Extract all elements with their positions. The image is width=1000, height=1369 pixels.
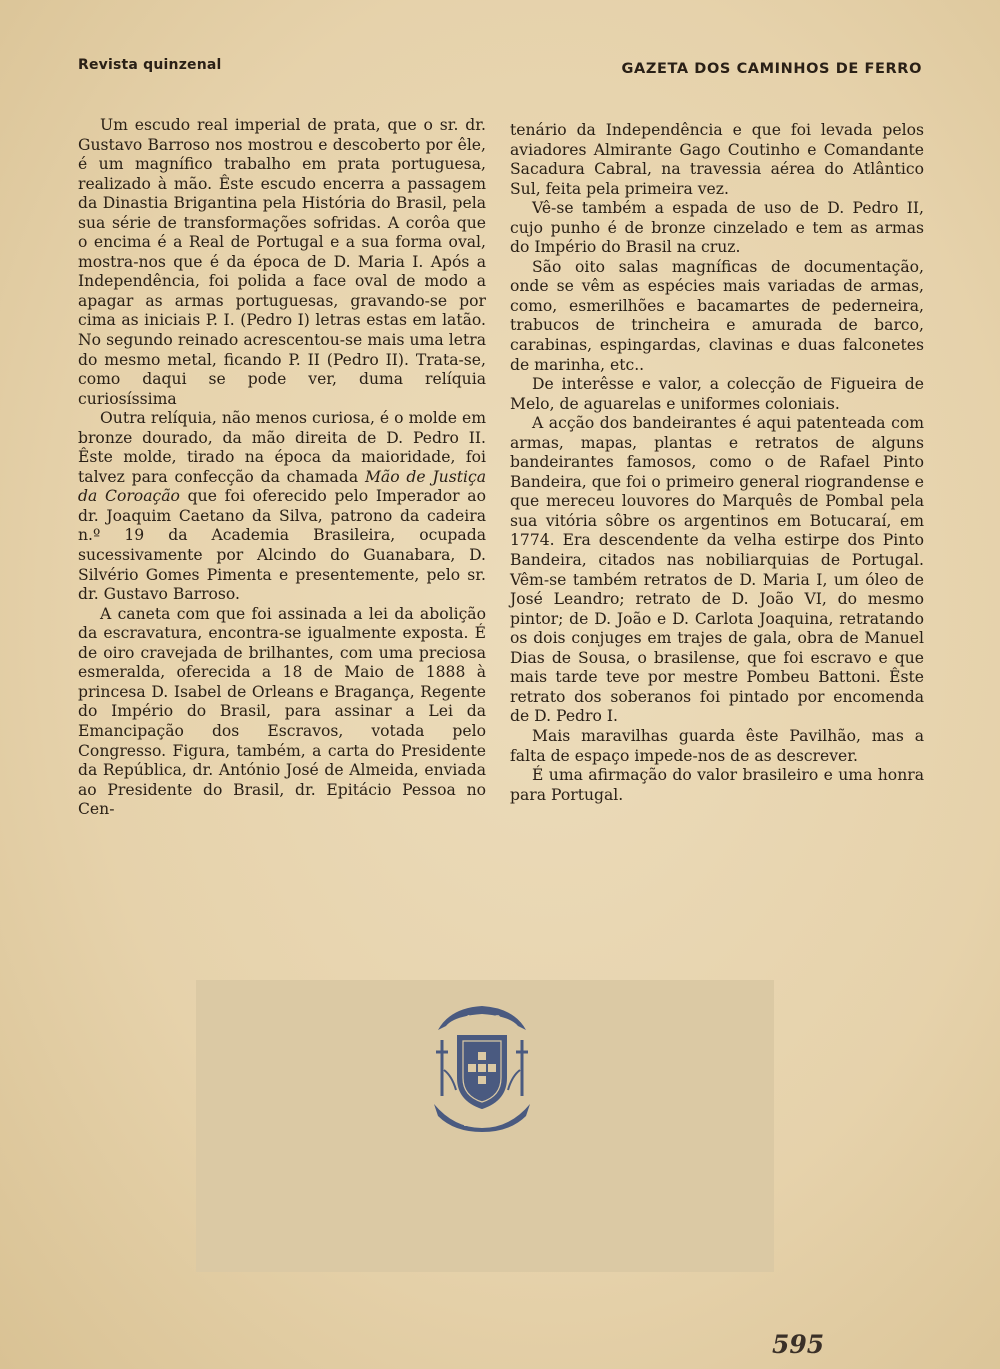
paragraph: É uma afirmação do valor brasileiro e uma honra para Portugal. bbox=[510, 766, 924, 804]
italic-title: Mão de Justiça da Coroação bbox=[78, 467, 487, 506]
paragraph: Um escudo real imperial de prata, que o sr. dr. Gustavo Barroso nos mostrou e descoberto por êle, é um magnífico trabalho em prata portuguesa, realizado à mão. Êste escudo encerra a passagem da Dinastia Brigantina pela História do Brasil, pela sua série de transformações sofridas. A corôa que o encima é a Real de Portugal e a sua forma oval, mostra-nos que é da época de D. Maria I. Após a Independência, foi polida a face oval de modo a apagar as armas portuguesas, gravando-se por cima as iniciais P. I. (Pedro I) letras estas em latão. No segundo reinado acrescentou-se mais uma letra do mesmo metal, ficando P. II (Pedro II). Trata-se, como daqui se pode ver, duma relíquia curiosíssima bbox=[78, 116, 486, 408]
paragraph: tenário da Independência e que foi levada pelos aviadores Almirante Gago Coutinho e Comandante Sacadura Cabral, na travessia aérea do Atlântico Sul, feita pela primeira vez. bbox=[510, 121, 924, 198]
text-column-left bbox=[78, 116, 486, 820]
paragraph: Mais maravilhas guarda êste Pavilhão, mas a falta de espaço impede-nos de as descrever. bbox=[510, 726, 924, 765]
page-number: 595 bbox=[772, 1330, 825, 1359]
text-column-right bbox=[510, 121, 924, 805]
emblem-year-bottom: 1940 bbox=[462, 1112, 502, 1130]
paragraph bbox=[78, 409, 486, 604]
paragraph: São oito salas magníficas de documentação, onde se vêm as espécies mais variadas de armas, como, esmerilhões e bacamartes de pederneira, trabucos de trincheira e amurada de barco, carabinas, espingardas, clavinas e duas falconetes de marinha, etc.. bbox=[510, 257, 924, 374]
paragraph: A caneta com que foi assinada a lei da abolição da escravatura, encontra-se igualmente exposta. É de oiro cravejada de brilhantes, com uma preciosa esmeralda, oferecida a 18 de Maio de 1888 à princesa D. Isabel de Orleans e Bragança, Regente do Império do Brasil, para assinar a Lei da Emancipação dos Escravos, votada pelo Congresso. Figura, também, a carta do Presidente da República, dr. António José de Almeida, enviada ao Presidente do Brasil, dr. Epitácio Pessoa no Cen- bbox=[78, 604, 486, 819]
paragraph-text: que foi oferecido pelo Imperador ao dr. Joaquim Caetano da Silva, patrono da cadeira n.º 19 da Academia Brasileira, ocupada sucessivamente por Alcindo do Guanabara, D. Silvério Gomes Pimenta e presentemente, pelo sr. dr. Gustavo Barroso. bbox=[78, 487, 486, 604]
centenary-emblem bbox=[430, 1000, 535, 1135]
paragraph: Vê-se também a espada de uso de D. Pedro II, cujo punho é de bronze cinzelado e tem as armas do Império do Brasil na cruz. bbox=[510, 199, 924, 257]
paragraph: De interêsse e valor, a colecção de Figueira de Melo, de aguarelas e uniformes coloniais. bbox=[510, 375, 924, 413]
running-header-right: GAZETA DOS CAMINHOS DE FERRO bbox=[621, 61, 922, 77]
paragraph: A acção dos bandeirantes é aqui patenteada com armas, mapas, plantas e retratos de alguns bandeirantes famosos, como o de Rafael Pinto Bandeira, que foi o primeiro general riograndense e que mereceu louvores do Marquês de Pombal pela sua vitória sôbre os argentinos em Botucaraí, em 1774. Era descendente da velha estirpe dos Pinto Bandeira, citados nas nobiliarquias de Portugal. Vêm-se também retratos de D. Maria I, um óleo de José Leandro; retrato de D. João VI, do mesmo pintor; de D. João e D. Carlota Joaquina, retratando os dois conjuges em trajes de gala, obra de Manuel Dias de Sousa, o brasilense, que foi escravo e que mais tarde teve por mestre Pombeu Battoni. Êste retrato dos soberanos foi pintado por encomenda de D. Pedro I. bbox=[510, 414, 924, 726]
paragraph-text: Outra relíquia, não menos curiosa, é o molde em bronze dourado, da mão direita de D. Pedro II. Êste molde, tirado na época da maioridade, foi talvez para confecção da chamada bbox=[78, 409, 486, 486]
emblem-year-top: 1140 bbox=[462, 1012, 502, 1030]
running-header-left: Revista quinzenal bbox=[78, 57, 222, 73]
